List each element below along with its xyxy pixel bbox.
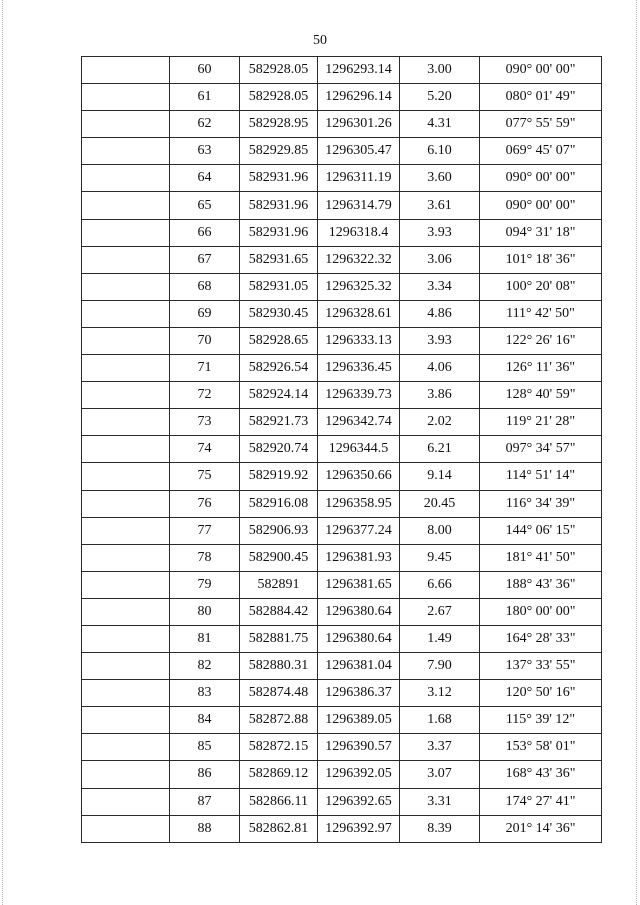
- x-coordinate-cell: 582916.08: [240, 490, 318, 517]
- y-coordinate-cell: 1296339.73: [318, 382, 400, 409]
- y-coordinate-cell: 1296380.64: [318, 625, 400, 652]
- point-number-cell: 73: [170, 409, 240, 436]
- table-row: [82, 192, 602, 219]
- point-number-cell: 64: [170, 165, 240, 192]
- bearing-cell: 168° 43' 36": [480, 761, 602, 788]
- x-coordinate-cell: 582931.65: [240, 246, 318, 273]
- length-cell: 3.93: [400, 219, 480, 246]
- y-coordinate-cell: 1296296.14: [318, 84, 400, 111]
- y-coordinate-cell: 1296390.57: [318, 734, 400, 761]
- y-coordinate-cell: 1296392.05: [318, 761, 400, 788]
- length-cell: 2.02: [400, 409, 480, 436]
- bearing-cell: 137° 33' 55": [480, 653, 602, 680]
- table-row: [82, 300, 602, 327]
- length-cell: 3.00: [400, 57, 480, 84]
- point-number-cell: 69: [170, 300, 240, 327]
- x-coordinate-cell: 582921.73: [240, 409, 318, 436]
- length-cell: 3.37: [400, 734, 480, 761]
- bearing-cell: 153° 58' 01": [480, 734, 602, 761]
- table-row: [82, 571, 602, 598]
- bearing-cell: 115° 39' 12": [480, 707, 602, 734]
- bearing-cell: 094° 31' 18": [480, 219, 602, 246]
- blank-cell: [82, 544, 170, 571]
- x-coordinate-cell: 582881.75: [240, 625, 318, 652]
- x-coordinate-cell: 582906.93: [240, 517, 318, 544]
- y-coordinate-cell: 1296350.66: [318, 463, 400, 490]
- point-number-cell: 87: [170, 788, 240, 815]
- point-number-cell: 67: [170, 246, 240, 273]
- blank-cell: [82, 463, 170, 490]
- blank-cell: [82, 707, 170, 734]
- blank-cell: [82, 815, 170, 842]
- y-coordinate-cell: 1296392.97: [318, 815, 400, 842]
- length-cell: 3.60: [400, 165, 480, 192]
- y-coordinate-cell: 1296333.13: [318, 327, 400, 354]
- blank-cell: [82, 138, 170, 165]
- y-coordinate-cell: 1296381.04: [318, 653, 400, 680]
- length-cell: 3.31: [400, 788, 480, 815]
- page-edge-left: [2, 0, 3, 905]
- blank-cell: [82, 355, 170, 382]
- y-coordinate-cell: 1296386.37: [318, 680, 400, 707]
- table-row: [82, 57, 602, 84]
- x-coordinate-cell: 582931.96: [240, 192, 318, 219]
- bearing-cell: 101° 18' 36": [480, 246, 602, 273]
- table-row: [82, 815, 602, 842]
- blank-cell: [82, 327, 170, 354]
- point-number-cell: 85: [170, 734, 240, 761]
- x-coordinate-cell: 582862.81: [240, 815, 318, 842]
- length-cell: 7.90: [400, 653, 480, 680]
- x-coordinate-cell: 582928.95: [240, 111, 318, 138]
- bearing-cell: 180° 00' 00": [480, 598, 602, 625]
- table-row: [82, 490, 602, 517]
- y-coordinate-cell: 1296358.95: [318, 490, 400, 517]
- x-coordinate-cell: 582929.85: [240, 138, 318, 165]
- blank-cell: [82, 680, 170, 707]
- blank-cell: [82, 273, 170, 300]
- y-coordinate-cell: 1296305.47: [318, 138, 400, 165]
- blank-cell: [82, 788, 170, 815]
- blank-cell: [82, 111, 170, 138]
- table-row: [82, 409, 602, 436]
- x-coordinate-cell: 582869.12: [240, 761, 318, 788]
- point-number-cell: 70: [170, 327, 240, 354]
- length-cell: 3.61: [400, 192, 480, 219]
- x-coordinate-cell: 582866.11: [240, 788, 318, 815]
- point-number-cell: 74: [170, 436, 240, 463]
- point-number-cell: 81: [170, 625, 240, 652]
- point-number-cell: 77: [170, 517, 240, 544]
- blank-cell: [82, 517, 170, 544]
- length-cell: 3.06: [400, 246, 480, 273]
- table-row: [82, 680, 602, 707]
- point-number-cell: 62: [170, 111, 240, 138]
- blank-cell: [82, 409, 170, 436]
- length-cell: 9.14: [400, 463, 480, 490]
- blank-cell: [82, 300, 170, 327]
- x-coordinate-cell: 582872.15: [240, 734, 318, 761]
- table-row: [82, 707, 602, 734]
- length-cell: 3.93: [400, 327, 480, 354]
- table-row: [82, 138, 602, 165]
- point-number-cell: 83: [170, 680, 240, 707]
- table-row: [82, 219, 602, 246]
- table-row: [82, 84, 602, 111]
- table-row: [82, 544, 602, 571]
- bearing-cell: 090° 00' 00": [480, 192, 602, 219]
- point-number-cell: 76: [170, 490, 240, 517]
- bearing-cell: 188° 43' 36": [480, 571, 602, 598]
- y-coordinate-cell: 1296314.79: [318, 192, 400, 219]
- y-coordinate-cell: 1296389.05: [318, 707, 400, 734]
- y-coordinate-cell: 1296318.4: [318, 219, 400, 246]
- bearing-cell: 090° 00' 00": [480, 165, 602, 192]
- point-number-cell: 84: [170, 707, 240, 734]
- x-coordinate-cell: 582900.45: [240, 544, 318, 571]
- table-row: [82, 111, 602, 138]
- bearing-cell: 174° 27' 41": [480, 788, 602, 815]
- table-row: [82, 734, 602, 761]
- length-cell: 2.67: [400, 598, 480, 625]
- length-cell: 6.21: [400, 436, 480, 463]
- length-cell: 3.86: [400, 382, 480, 409]
- point-number-cell: 72: [170, 382, 240, 409]
- table-row: [82, 165, 602, 192]
- y-coordinate-cell: 1296381.65: [318, 571, 400, 598]
- bearing-cell: 126° 11' 36": [480, 355, 602, 382]
- blank-cell: [82, 734, 170, 761]
- y-coordinate-cell: 1296377.24: [318, 517, 400, 544]
- table-row: [82, 517, 602, 544]
- bearing-cell: 090° 00' 00": [480, 57, 602, 84]
- x-coordinate-cell: 582924.14: [240, 382, 318, 409]
- blank-cell: [82, 490, 170, 517]
- point-number-cell: 68: [170, 273, 240, 300]
- bearing-cell: 122° 26' 16": [480, 327, 602, 354]
- length-cell: 5.20: [400, 84, 480, 111]
- length-cell: 6.66: [400, 571, 480, 598]
- point-number-cell: 80: [170, 598, 240, 625]
- point-number-cell: 86: [170, 761, 240, 788]
- x-coordinate-cell: 582926.54: [240, 355, 318, 382]
- point-number-cell: 79: [170, 571, 240, 598]
- blank-cell: [82, 625, 170, 652]
- coordinates-table: [81, 56, 602, 843]
- length-cell: 3.34: [400, 273, 480, 300]
- bearing-cell: 144° 06' 15": [480, 517, 602, 544]
- blank-cell: [82, 165, 170, 192]
- bearing-cell: 119° 21' 28": [480, 409, 602, 436]
- length-cell: 8.00: [400, 517, 480, 544]
- x-coordinate-cell: 582928.05: [240, 84, 318, 111]
- table-row: [82, 598, 602, 625]
- x-coordinate-cell: 582880.31: [240, 653, 318, 680]
- blank-cell: [82, 382, 170, 409]
- table-row: [82, 273, 602, 300]
- length-cell: 8.39: [400, 815, 480, 842]
- x-coordinate-cell: 582931.05: [240, 273, 318, 300]
- table-row: [82, 382, 602, 409]
- blank-cell: [82, 246, 170, 273]
- length-cell: 4.86: [400, 300, 480, 327]
- bearing-cell: 128° 40' 59": [480, 382, 602, 409]
- point-number-cell: 75: [170, 463, 240, 490]
- bearing-cell: 069° 45' 07": [480, 138, 602, 165]
- blank-cell: [82, 219, 170, 246]
- point-number-cell: 66: [170, 219, 240, 246]
- point-number-cell: 71: [170, 355, 240, 382]
- x-coordinate-cell: 582884.42: [240, 598, 318, 625]
- x-coordinate-cell: 582928.65: [240, 327, 318, 354]
- point-number-cell: 88: [170, 815, 240, 842]
- page-edge-right: [636, 0, 637, 905]
- y-coordinate-cell: 1296380.64: [318, 598, 400, 625]
- blank-cell: [82, 192, 170, 219]
- x-coordinate-cell: 582931.96: [240, 165, 318, 192]
- x-coordinate-cell: 582930.45: [240, 300, 318, 327]
- blank-cell: [82, 571, 170, 598]
- x-coordinate-cell: 582891: [240, 571, 318, 598]
- bearing-cell: 097° 34' 57": [480, 436, 602, 463]
- page-number: 50: [313, 33, 327, 48]
- table-row: [82, 436, 602, 463]
- y-coordinate-cell: 1296293.14: [318, 57, 400, 84]
- bearing-cell: 100° 20' 08": [480, 273, 602, 300]
- x-coordinate-cell: 582920.74: [240, 436, 318, 463]
- y-coordinate-cell: 1296381.93: [318, 544, 400, 571]
- x-coordinate-cell: 582919.92: [240, 463, 318, 490]
- y-coordinate-cell: 1296311.19: [318, 165, 400, 192]
- length-cell: 4.31: [400, 111, 480, 138]
- y-coordinate-cell: 1296336.45: [318, 355, 400, 382]
- bearing-cell: 114° 51' 14": [480, 463, 602, 490]
- table-row: [82, 355, 602, 382]
- bearing-cell: 181° 41' 50": [480, 544, 602, 571]
- bearing-cell: 201° 14' 36": [480, 815, 602, 842]
- bearing-cell: 164° 28' 33": [480, 625, 602, 652]
- blank-cell: [82, 84, 170, 111]
- bearing-cell: 077° 55' 59": [480, 111, 602, 138]
- blank-cell: [82, 436, 170, 463]
- table-row: [82, 761, 602, 788]
- length-cell: 1.68: [400, 707, 480, 734]
- blank-cell: [82, 761, 170, 788]
- y-coordinate-cell: 1296344.5: [318, 436, 400, 463]
- table-row: [82, 625, 602, 652]
- table-row: [82, 653, 602, 680]
- y-coordinate-cell: 1296328.61: [318, 300, 400, 327]
- length-cell: 1.49: [400, 625, 480, 652]
- x-coordinate-cell: 582928.05: [240, 57, 318, 84]
- bearing-cell: 080° 01' 49": [480, 84, 602, 111]
- y-coordinate-cell: 1296325.32: [318, 273, 400, 300]
- length-cell: 6.10: [400, 138, 480, 165]
- point-number-cell: 82: [170, 653, 240, 680]
- y-coordinate-cell: 1296322.32: [318, 246, 400, 273]
- point-number-cell: 63: [170, 138, 240, 165]
- length-cell: 9.45: [400, 544, 480, 571]
- x-coordinate-cell: 582872.88: [240, 707, 318, 734]
- y-coordinate-cell: 1296342.74: [318, 409, 400, 436]
- x-coordinate-cell: 582874.48: [240, 680, 318, 707]
- table-row: [82, 788, 602, 815]
- y-coordinate-cell: 1296301.26: [318, 111, 400, 138]
- table-row: [82, 463, 602, 490]
- length-cell: 3.07: [400, 761, 480, 788]
- length-cell: 3.12: [400, 680, 480, 707]
- point-number-cell: 65: [170, 192, 240, 219]
- table-row: [82, 327, 602, 354]
- blank-cell: [82, 598, 170, 625]
- bearing-cell: 116° 34' 39": [480, 490, 602, 517]
- point-number-cell: 78: [170, 544, 240, 571]
- point-number-cell: 60: [170, 57, 240, 84]
- coordinates-table-body: [82, 57, 602, 843]
- bearing-cell: 120° 50' 16": [480, 680, 602, 707]
- blank-cell: [82, 57, 170, 84]
- table-row: [82, 246, 602, 273]
- bearing-cell: 111° 42' 50": [480, 300, 602, 327]
- y-coordinate-cell: 1296392.65: [318, 788, 400, 815]
- length-cell: 20.45: [400, 490, 480, 517]
- point-number-cell: 61: [170, 84, 240, 111]
- length-cell: 4.06: [400, 355, 480, 382]
- x-coordinate-cell: 582931.96: [240, 219, 318, 246]
- blank-cell: [82, 653, 170, 680]
